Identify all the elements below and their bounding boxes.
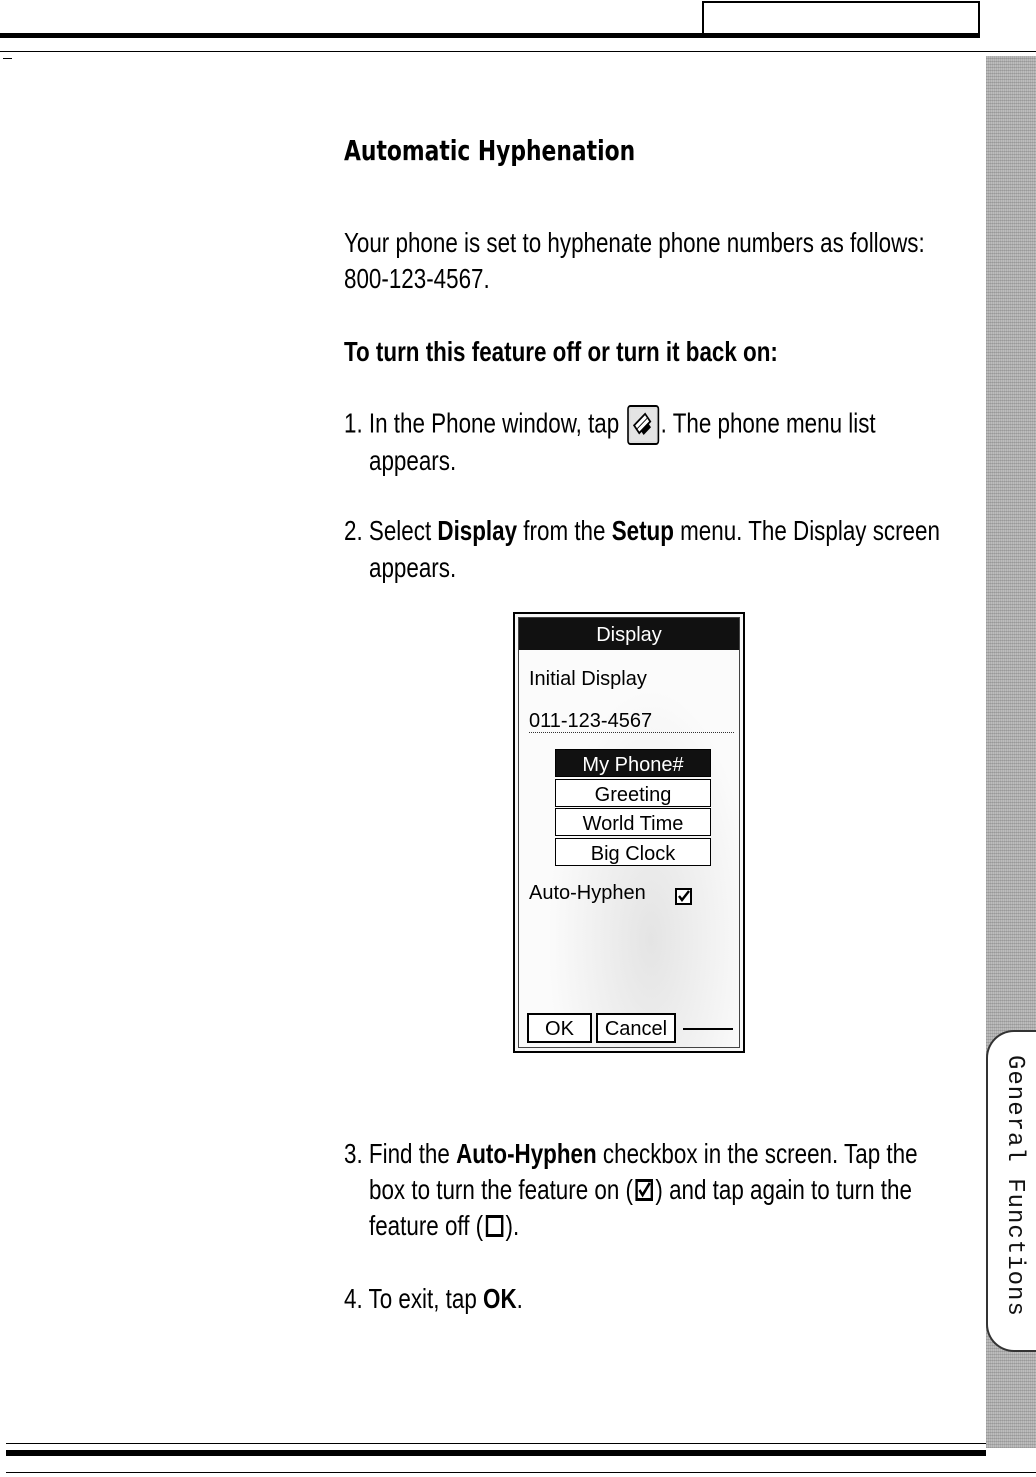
screen-title: Display xyxy=(519,618,739,650)
cancel-button[interactable]: Cancel xyxy=(596,1013,676,1043)
step-3-text-e: ) and tap again to turn the xyxy=(655,1174,912,1205)
step-4-text-c: . xyxy=(516,1283,523,1314)
footer-rule xyxy=(6,1450,986,1456)
step-3-auto-hyphen: Auto-Hyphen xyxy=(456,1138,597,1169)
step-3-cont-2 xyxy=(369,1208,519,1244)
header-box xyxy=(702,1,980,35)
intro-line-1: Your phone is set to hyphenate phone numbers as follows: xyxy=(344,227,925,258)
step-4-ok: OK xyxy=(483,1283,517,1314)
section-title: Automatic Hyphenation xyxy=(344,134,636,167)
initial-display-options xyxy=(555,749,711,867)
step-3-text-d: box to turn the feature on ( xyxy=(369,1174,633,1205)
step-2 xyxy=(344,513,940,549)
ok-button[interactable]: OK xyxy=(527,1013,592,1043)
footer-bottom-rule xyxy=(6,1472,1036,1473)
initial-display-label: Initial Display xyxy=(529,668,647,690)
step-1-cont: appears. xyxy=(369,445,457,476)
option-greeting[interactable]: Greeting xyxy=(555,779,711,807)
checkmark-icon xyxy=(677,890,690,903)
auto-hyphen-label: Auto-Hyphen xyxy=(529,882,646,904)
header-rule xyxy=(0,33,980,38)
header-tick xyxy=(3,58,12,59)
step-3-cont-1 xyxy=(369,1172,912,1208)
option-big-clock[interactable]: Big Clock xyxy=(555,838,711,866)
side-tab-label: General Functions xyxy=(1001,1055,1028,1317)
step-3 xyxy=(344,1136,918,1172)
display-screen xyxy=(513,612,745,1053)
unchecked-box-icon xyxy=(486,1215,504,1237)
display-screen-inner xyxy=(518,617,740,1048)
step-2-text-a: 2. Select xyxy=(344,515,438,546)
step-1-text-a: 1. In the Phone window, tap xyxy=(344,407,620,439)
header-thin-rule xyxy=(0,51,1036,52)
step-3-text-c: checkbox in the screen. Tap the xyxy=(596,1138,918,1169)
step-3-text-f: feature off ( xyxy=(369,1210,484,1241)
step-1-text-b: . The phone menu list xyxy=(660,407,876,439)
intro-line-2: 800-123-4567. xyxy=(344,263,490,294)
step-3-text-a: 3. Find the xyxy=(344,1138,457,1169)
step-4 xyxy=(344,1281,523,1317)
checked-box-icon xyxy=(635,1179,653,1201)
phone-menu-icon xyxy=(627,405,659,445)
step-2-text-e: menu. The Display screen xyxy=(673,515,940,546)
step-2-cont: appears. xyxy=(369,552,457,583)
step-3-text-g: ). xyxy=(505,1210,520,1241)
footer-thin-rule xyxy=(6,1443,986,1444)
step-2-text-c: from the xyxy=(517,515,612,546)
button-bar-line xyxy=(683,1028,733,1030)
step-1 xyxy=(344,405,876,445)
step-2-display: Display xyxy=(437,515,518,546)
step-2-setup: Setup xyxy=(611,515,674,546)
option-world-time[interactable]: World Time xyxy=(555,808,711,836)
step-4-text-a: 4. To exit, tap xyxy=(344,1283,484,1314)
subheading: To turn this feature off or turn it back on: xyxy=(344,336,778,367)
auto-hyphen-checkbox[interactable] xyxy=(675,888,692,905)
phone-number-underline xyxy=(529,732,734,733)
option-my-phone[interactable]: My Phone# xyxy=(555,749,711,777)
phone-number-field[interactable]: 011-123-4567 xyxy=(529,710,653,732)
